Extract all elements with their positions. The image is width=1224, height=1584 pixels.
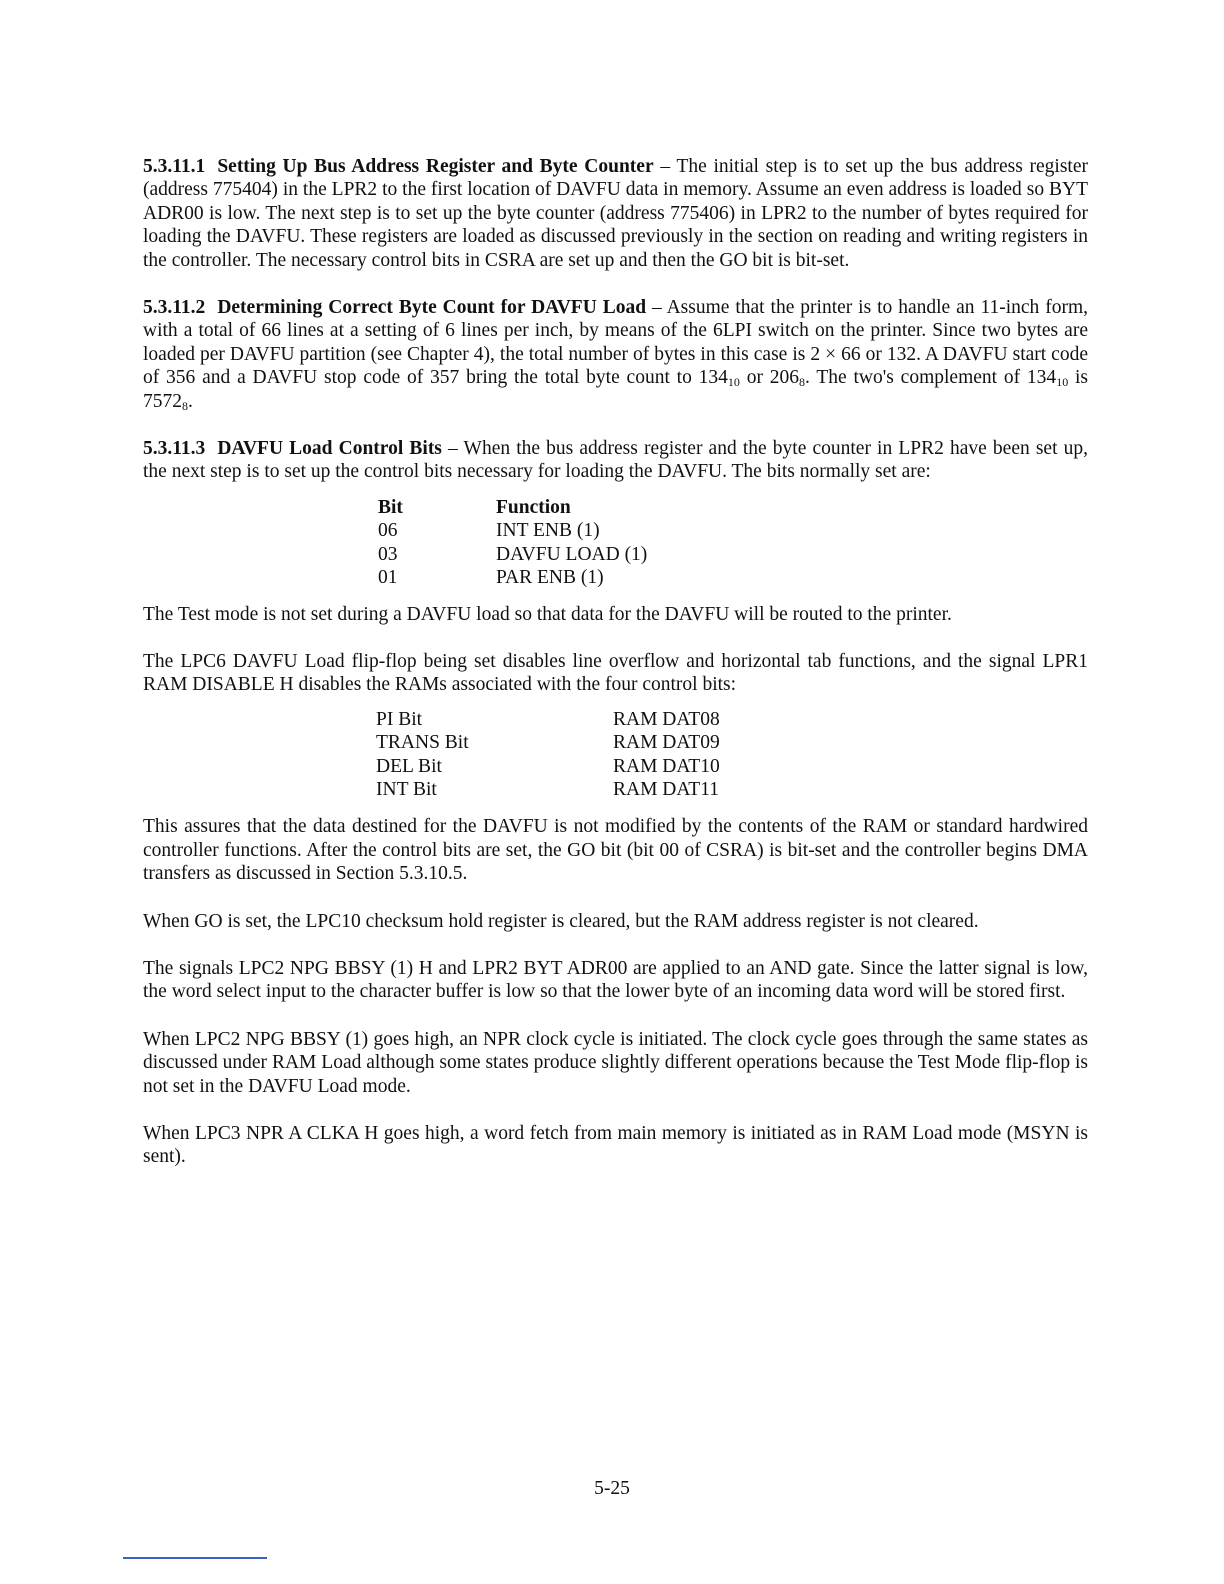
table-row [376,731,720,754]
function-cell: INT ENB (1) [496,520,600,542]
subscript: 8 [182,398,188,413]
subscript: 8 [799,375,806,390]
column-header-function: Function [496,496,571,518]
column-header-bit: Bit [378,496,403,518]
paragraph-signals: The signals LPC2 NPG BBSY (1) H and LPR2 BYT ADR00 are applied to an AND gate. Since the latter signal is low, the word select input to the character buffer is low so that the lower byte of an incoming data word will be stored first. [143,957,1088,1003]
table-row [376,708,720,731]
footer-rule [123,1557,267,1559]
bit-cell: 06 [378,520,398,542]
ram-cell: RAM DAT08 [613,708,720,730]
ram-cell: RAM DAT10 [613,755,720,777]
section-number: 5.3.11.3 [143,438,206,460]
ram-bits-table [376,708,720,802]
section-text: – The initial step is to set up the bus address register (address 775404) in the LPR2 to the first location of DAVFU data in memory. Assume an even address is loaded so BYT ADR00 is low. The next step is to set up the byte counter (address 775406) in LPR2 to the number of bytes required for loading the DAVFU. These registers are loaded as discussed previously in the section on reading and writing registers in the controller. The necessary control bits in CSRA are set up and then the GO bit is bit-set. [143,156,1088,271]
ram-cell: RAM DAT11 [613,778,719,800]
paragraph-go-set: When GO is set, the LPC10 checksum hold register is cleared, but the RAM address register is not cleared. [143,910,979,932]
table-row [376,755,720,778]
paragraph-test-mode: The Test mode is not set during a DAVFU load so that data for the DAVFU will be routed to the printer. [143,603,952,625]
function-cell: PAR ENB (1) [496,567,604,589]
subscript: 10 [1056,375,1069,390]
control-bit-cell: DEL Bit [376,755,442,777]
section-text: . [188,390,193,412]
section-5-3-11-1 [143,155,1088,272]
page-number: 5-25 [594,1478,630,1499]
section-text: – When the bus address register and the byte counter in LPR2 have been set up, the next step is to set up the control bits necessary for loading the DAVFU. The bits normally set are: [143,438,1088,483]
paragraph-lpc3: When LPC3 NPR A CLKA H goes high, a word fetch from main memory is initiated as in RAM Load mode (MSYN is sent). [143,1123,1088,1168]
bit-cell: 03 [378,543,398,565]
table-row [378,566,647,589]
section-heading: Setting Up Bus Address Register and Byte Counter [217,156,654,177]
control-bit-cell: PI Bit [376,708,423,730]
section-5-3-11-2 [143,296,1088,413]
control-bits-table [378,496,647,590]
section-text: . The two's complement of 134 [805,367,1057,389]
bit-cell: 01 [378,567,398,589]
table-row [376,778,720,801]
paragraph-assures: This assures that the data destined for the DAVFU is not modified by the contents of the RAM or standard hardwired controller functions. After the control bits are set, the GO bit (bit 00 of CSRA) is bit-set and the controller begins DMA transfers as discussed in Section 5.3.10.5. [143,816,1088,885]
subscript: 10 [727,375,740,390]
control-bit-cell: TRANS Bit [376,732,469,754]
function-cell: DAVFU LOAD (1) [496,543,648,565]
section-heading: DAVFU Load Control Bits [217,438,442,460]
ram-cell: RAM DAT09 [613,732,720,754]
table-row [378,543,647,566]
paragraph-lpc2: When LPC2 NPG BBSY (1) goes high, an NPR clock cycle is initiated. The clock cycle goes through the same states as discussed under RAM Load although some states produce slightly different operations because the Test Mode flip-flop is not set in the DAVFU Load mode. [143,1028,1088,1097]
section-text: – Assume that the printer is to handle an 11-inch form, with a total of 66 lines at a setting of 6 lines per inch, by means of the 6LPI switch on the printer. Since two bytes are loaded per DAVFU partition (see Chapter 4), the total number of bytes in this case is 2 × 66 or 132. A DAVFU start code of 356 and a DAVFU stop code of 357 bring the total byte count to 134 [143,297,1088,389]
paragraph-lpc6: The LPC6 DAVFU Load flip-flop being set disables line overflow and horizontal tab functions, and the signal LPR1 RAM DISABLE H disables the RAMs associated with the four control bits: [143,650,1088,696]
table-header-row [378,496,647,519]
section-5-3-11-3 [143,437,1088,484]
document-body [143,155,1088,1169]
section-number: 5.3.11.1 [143,156,206,177]
section-text: is 7572 [143,367,1089,412]
control-bit-cell: INT Bit [376,778,437,800]
section-number: 5.3.11.2 [143,297,206,319]
section-text: or 206 [739,367,800,389]
table-row [378,519,647,542]
section-heading: Determining Correct Byte Count for DAVFU Load [217,297,647,319]
